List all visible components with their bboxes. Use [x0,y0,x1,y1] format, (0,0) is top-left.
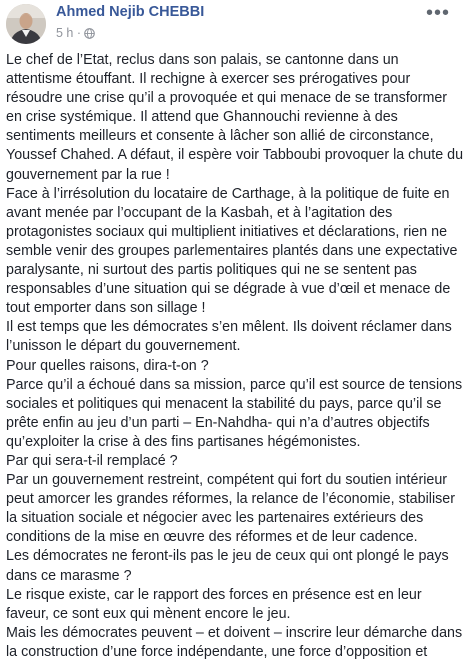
author-name[interactable]: Ahmed Nejib CHEBBI [56,4,205,20]
post-header [0,0,468,46]
post-paragraph: Le chef de l’Etat, reclus dans son palais, se cantonne dans un attentisme étouffant. Il rechigne à exercer ses prérogatives pour résoudre une crise qu’il a provoquée et qui menace de se transformer en crise systémique. Il attend que Ghannouchi revienne à des sentiments meilleurs et consente à lâcher son allié de circonstance, Youssef Chahed. A défaut, il espère voir Tabboubi provoquer la chute du gouvernement par la rue ! [6,52,464,183]
post-paragraph: Pour quelles raisons, dira-t-on ? [6,357,209,374]
avatar[interactable] [6,4,46,44]
post-paragraph: Il est temps que les démocrates s’en mêlent. Ils doivent réclamer dans l’unisson le départ du gouvernement. [6,319,452,355]
post-paragraph: Parce qu’il a échoué dans sa mission, parce qu’il est source de tensions sociales et politiques qui menacent la stabilité du pays, parce qu’il se prête enfin au jeu d’un parti – En-Nahdha- qui n’a d’autres objectifs qu’exploiter la crise à des fins partisanes hégémonistes. [6,376,463,450]
post-meta [56,26,95,40]
post-paragraph: Par qui sera-t-il remplacé ? [6,452,178,469]
post-time[interactable]: 5 h · [56,26,82,40]
more-options-icon[interactable]: ••• [425,2,450,24]
globe-icon [84,28,95,39]
post-body [6,51,464,662]
profile-photo [6,4,46,44]
post-paragraph: Le risque existe, car le rapport des forces en présence est en leur faveur, ce sont eux qui mènent encore le jeu. [6,586,422,622]
post-paragraph: Par un gouvernement restreint, compétent qui fort du soutien intérieur peut amorcer les grandes réformes, la relance de l’économie, stabiliser la situation sociale et négocier avec les partenaires extérieurs des conditions de la mise en œuvre des réformes et de leur cadence. [6,472,455,546]
post-paragraph: Face à l’irrésolution du locataire de Carthage, à la politique de fuite en avant menée par l’occupant de la Kasbah, et à l’agitation des protagonistes sociaux qui multiplient initiatives et déclarations, rien ne semble venir des groupes parlementaires plantés dans une expectative paralysante, ni surtout des partis politiques qui ne se sentent pas responsables d’une situation qui se dégrade à vue d’œil et menace de tout emporter dans son sillage ! [6,185,458,317]
post-paragraph: Mais les démocrates peuvent – et doivent – inscrire leur démarche dans la construction d’une force indépendante, une force d’opposition et [6,624,463,660]
post-paragraph: Les démocrates ne feront-ils pas le jeu de ceux qui ont plongé le pays dans ce marasme ? [6,548,449,584]
